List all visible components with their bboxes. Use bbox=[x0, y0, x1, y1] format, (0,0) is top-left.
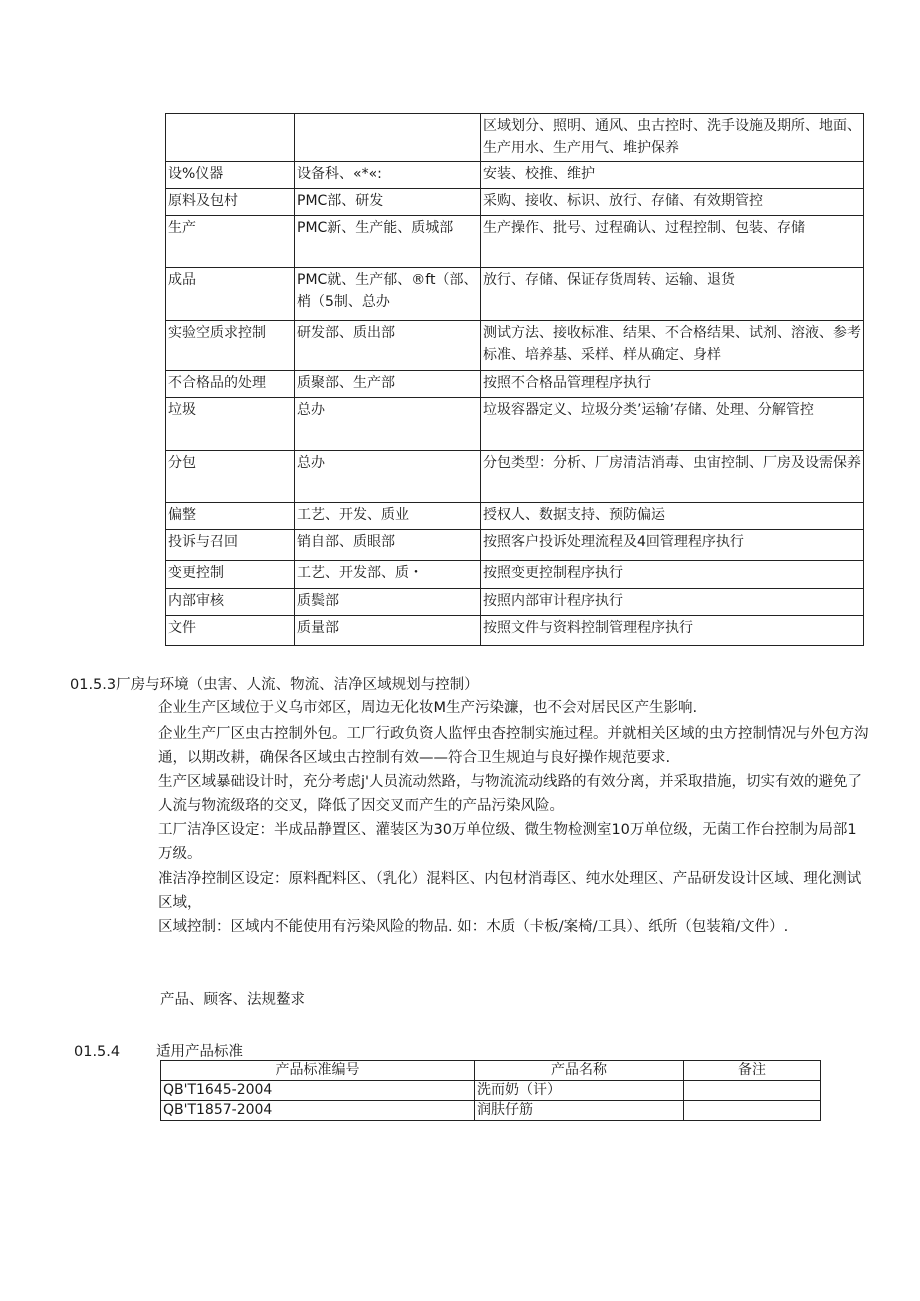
item-cell: 垃圾 bbox=[166, 398, 295, 451]
product-name-cell: 洗而奶（讦） bbox=[475, 1081, 684, 1101]
content-cell: 授权人、数据支持、预防偏运 bbox=[481, 503, 864, 530]
content-cell: 按照客户投诉处理流程及4回管理程序执行 bbox=[481, 530, 864, 561]
product-standards-table bbox=[160, 1060, 821, 1121]
dept-cell: PMC新、生产能、质城部 bbox=[295, 216, 481, 268]
table-header-row bbox=[161, 1061, 821, 1081]
responsibility-table bbox=[165, 113, 864, 646]
item-cell: 变更控制 bbox=[166, 561, 295, 589]
table-row bbox=[166, 114, 864, 162]
content-cell: 采购、接收、标识、放行、存储、有效期管控 bbox=[481, 189, 864, 216]
table-row bbox=[166, 162, 864, 189]
table-row bbox=[166, 561, 864, 589]
section-title-product-standards: 适用产品标准 bbox=[156, 1044, 243, 1060]
table-row bbox=[166, 530, 864, 561]
paragraph: 区域控制：区域内不能使用有污染风险的物品. 如：木质（卡板/案椅/工具）、纸所（包装箱/文件）. bbox=[158, 919, 789, 935]
paragraph: 企业生产厂区虫古控制外包。工厂行政负资人监怦虫杳控制实施过程。并就相关区域的虫方控制情况与外包方沟通，以期改耕，确保各区域虫古控制有效——符合卫生规迫与良好操作规范要求. bbox=[158, 726, 869, 766]
item-cell: 偏整 bbox=[166, 503, 295, 530]
content-cell: 放行、存储、保证存货周转、运输、退货 bbox=[481, 268, 864, 321]
item-cell: 实验空质求控制 bbox=[166, 321, 295, 371]
dept-cell: 工艺、开发部、质・ bbox=[295, 561, 481, 589]
content-cell: 测试方法、接收标准、结果、不合格结果、试剂、溶液、参考标准、培养基、采样、样从确定、身样 bbox=[481, 321, 864, 371]
table-row bbox=[161, 1101, 821, 1121]
dept-cell: PMC部、研发 bbox=[295, 189, 481, 216]
table-row bbox=[166, 371, 864, 398]
table-row bbox=[166, 268, 864, 321]
section-number: 01.5.4 bbox=[74, 1044, 121, 1060]
content-cell: 按照文件与资料控制管理程序执行 bbox=[481, 616, 864, 646]
dept-cell: 总办 bbox=[295, 398, 481, 451]
content-cell: 垃圾容器定义、垃圾分类’运输’存储、处理、分解管控 bbox=[481, 398, 864, 451]
item-cell: 文件 bbox=[166, 616, 295, 646]
table-row bbox=[166, 321, 864, 371]
header-standard-code: 产品标准编号 bbox=[161, 1061, 475, 1081]
paragraph: 准洁净控制区设定：原料配料区、（乳化）混料区、内包材消毒区、纯水处理区、产品研发设计区域、理化测试区域， bbox=[158, 871, 862, 911]
paragraph: 生产区域暴础设计时，充分考虑j'人员流动然路，与物流流动线路的有效分离，并采取措施，切实有效的避免了人流与物流级珞的交叉，降低了因交叉而产生的产品污染风险。 bbox=[158, 774, 863, 814]
remark-cell bbox=[684, 1101, 821, 1121]
table-row bbox=[161, 1081, 821, 1101]
paragraph: 企业生产区域位于义乌市郊区，周边无化妆M生产污染濂，也不会对居民区产生影响. bbox=[158, 700, 698, 716]
heading-requirements: 产品、顾客、法规鳌求 bbox=[160, 992, 305, 1008]
dept-cell: 研发部、质出部 bbox=[295, 321, 481, 371]
item-cell: 原料及包村 bbox=[166, 189, 295, 216]
item-cell bbox=[166, 114, 295, 162]
header-product-name: 产品名称 bbox=[475, 1061, 684, 1081]
dept-cell: 总办 bbox=[295, 451, 481, 503]
dept-cell: 质聚部、生产部 bbox=[295, 371, 481, 398]
content-cell: 按照内部审计程序执行 bbox=[481, 589, 864, 616]
dept-cell: PMC就、生产郁、®ft（部、梢（5制、总办 bbox=[295, 268, 481, 321]
item-cell: 不合格品的处理 bbox=[166, 371, 295, 398]
remark-cell bbox=[684, 1081, 821, 1101]
table-row bbox=[166, 589, 864, 616]
table-row bbox=[166, 216, 864, 268]
item-cell: 分包 bbox=[166, 451, 295, 503]
item-cell: 设%仪器 bbox=[166, 162, 295, 189]
table-row bbox=[166, 398, 864, 451]
dept-cell bbox=[295, 114, 481, 162]
standard-code-cell: QB'T1857-2004 bbox=[161, 1101, 475, 1121]
content-cell: 区域划分、照明、通风、虫古控时、洗手设施及期所、地面、生产用水、生产用气、堆护保养 bbox=[481, 114, 864, 162]
dept-cell: 质鬓部 bbox=[295, 589, 481, 616]
item-cell: 生产 bbox=[166, 216, 295, 268]
table-row bbox=[166, 189, 864, 216]
content-cell: 按照变更控制程序执行 bbox=[481, 561, 864, 589]
section-title-plant-environment: 01.5.3厂房与环境（虫害、人流、物流、洁净区域规划与控制） bbox=[70, 677, 479, 693]
dept-cell: 工艺、开发、质业 bbox=[295, 503, 481, 530]
product-name-cell: 润肤仔筋 bbox=[475, 1101, 684, 1121]
item-cell: 内部审核 bbox=[166, 589, 295, 616]
dept-cell: 销自部、质眼部 bbox=[295, 530, 481, 561]
table-row bbox=[166, 503, 864, 530]
dept-cell: 质量部 bbox=[295, 616, 481, 646]
content-cell: 生产操作、批号、过程确认、过程控制、包装、存储 bbox=[481, 216, 864, 268]
content-cell: 分包类型：分析、厂房清洁消毒、虫宙控制、厂房及设需保养 bbox=[481, 451, 864, 503]
content-cell: 安装、校推、维护 bbox=[481, 162, 864, 189]
dept-cell: 设备科、«*«: bbox=[295, 162, 481, 189]
table-row bbox=[166, 451, 864, 503]
header-remark: 备注 bbox=[684, 1061, 821, 1081]
item-cell: 投诉与召回 bbox=[166, 530, 295, 561]
paragraph: 工厂洁净区设定：半成品静置区、灌装区为30万单位级、微生物检测室10万单位级，无菌工作台控制为局部1万级。 bbox=[158, 822, 857, 862]
content-cell: 按照不合格品管理程序执行 bbox=[481, 371, 864, 398]
item-cell: 成品 bbox=[166, 268, 295, 321]
table-row bbox=[166, 616, 864, 646]
standard-code-cell: QB'T1645-2004 bbox=[161, 1081, 475, 1101]
